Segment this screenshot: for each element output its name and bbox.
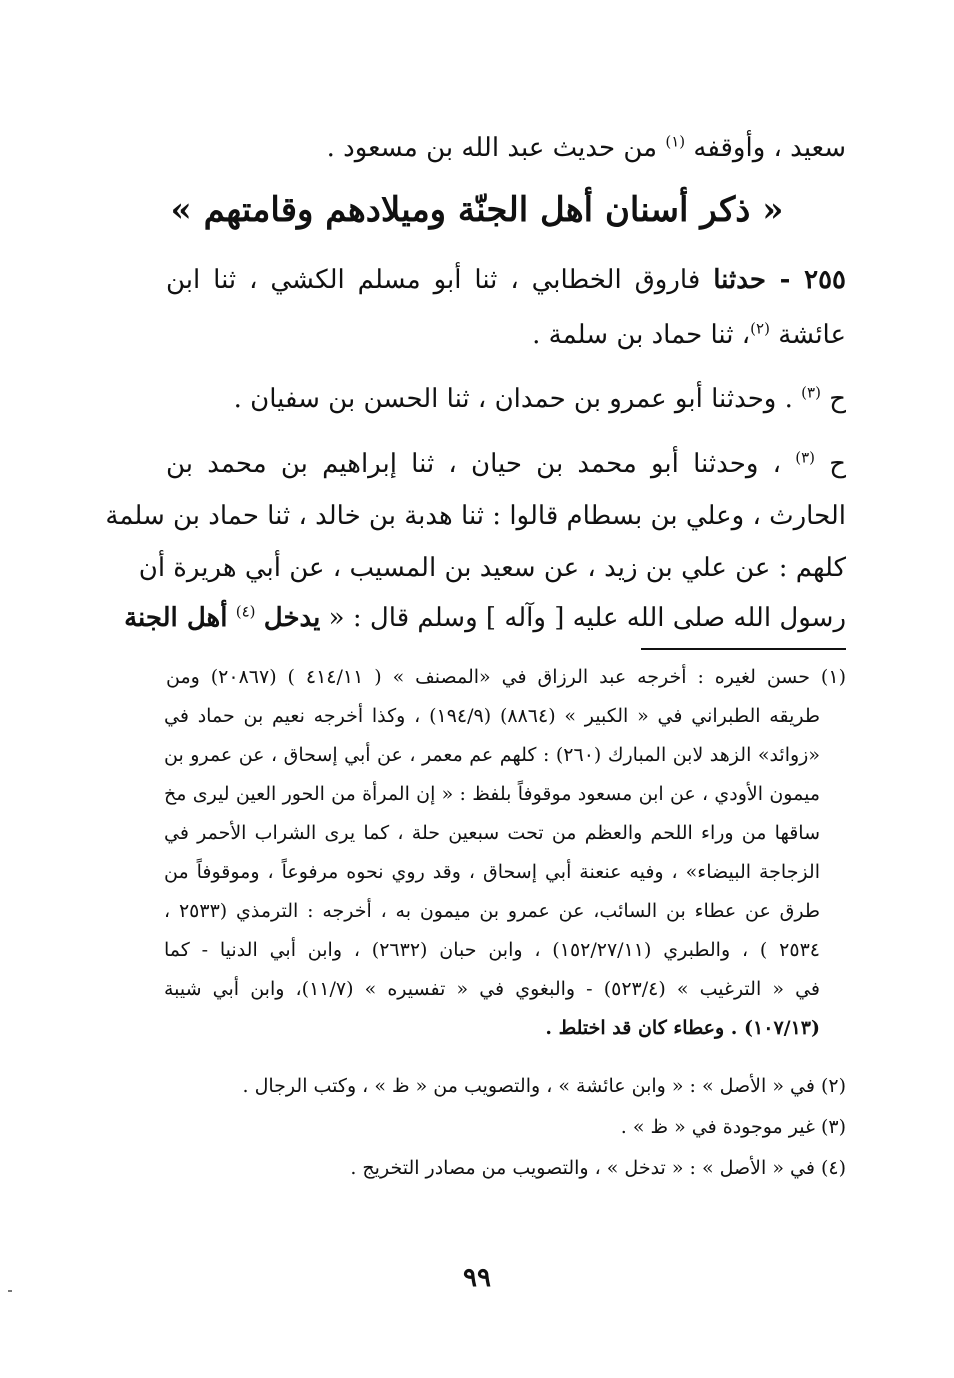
footnote-ref-3b: (٣) [795, 448, 815, 467]
footnote-1-line: «زوائد» الزهد لابن المبارك (٢٦٠) : كلهم عم معمر ، عن أبي إسحاق ، عن عمرو بن [164, 744, 820, 766]
intro-text-before: سعيد ، وأوقفه [693, 133, 846, 163]
footnote-ref-4: (٤) [235, 602, 256, 621]
chapter-heading: « ذكر أسنان أهل الجنّة وميلادهم وقامتهم » [170, 190, 784, 230]
hadith-line-2-after: ، ثنا حماد بن سلمة . [532, 320, 751, 350]
hadith-line-2-before: عائشة [778, 320, 846, 350]
hadith-line-7 [124, 598, 846, 638]
hadith-line-7-before: رسول الله صلى الله عليه [ وآله ] وسلم قال : « [320, 603, 846, 633]
hadith-line-3-before: ح [829, 384, 846, 414]
hadith-line-7-bold-2: أهل الجنة [124, 603, 228, 633]
hadith-line-5: الحارث ، وعلي بن بسطام قالوا : ثنا هدبة بن خالد ، ثنا حماد بن سلمة [105, 501, 846, 531]
footnote-1-line: طريقه الطبراني في « الكبير » (٨٨٦٤) (١٩٤/٩) ، وكذا أخرجه نعيم بن حماد في [164, 705, 821, 727]
page-number: ٩٩ [463, 1263, 491, 1293]
hadith-line-2 [166, 315, 846, 355]
footnote-4: (٤) في « الأصل » : « تدخل » ، والتصويب من مصادر التخريج . [350, 1157, 846, 1179]
hadith-line-7-bold-1: يدخل [263, 603, 321, 633]
footnote-1-line: ساقها من وراء اللحم والعظم من تحت سبعين حلة ، كما يرى الشراب الأحمر في [164, 822, 820, 844]
hadith-number: ٢٥٥ - حدثنا [713, 265, 847, 295]
footnote-1-line: في « الترغيب » (٥٢٣/٤) - والبغوي في « تفسيره » (١١/٧)، وابن أبي شيبة [164, 978, 820, 1000]
hadith-line-3 [166, 379, 846, 419]
footnote-2: (٢) في « الأصل » : « وابن عائشة » ، والتصويب من « ظ » ، وكتب الرجال . [242, 1075, 846, 1097]
intro-text-after: من حديث عبد الله بن مسعود . [326, 133, 658, 163]
hadith-line-4-before: ح [829, 449, 847, 479]
hadith-line-1 [166, 260, 846, 300]
footnote-1-line: ٢٥٣٤ ) ، والطبري (١٥٢/٢٧/١١) ، وابن حبان (٢٦٣٢) ، وابن أبي الدنيا - كما [164, 939, 820, 961]
footnote-1-line: (١٠٧/١٣) . وعطاء كان قد اختلط . [545, 1017, 820, 1039]
footnote-ref-1: (١) [665, 132, 686, 151]
hadith-line-6: كلهم : عن علي بن زيد ، عن سعيد بن المسيب ، عن أبي هريرة أن [138, 553, 846, 583]
footnote-3: (٣) غير موجودة في « ظ » . [620, 1116, 846, 1138]
hadith-line-4 [166, 444, 846, 484]
intro-line [166, 128, 846, 168]
footnote-1-line: طرق عن عطاء بن السائب، عن عمرو بن ميمون به ، أخرجه : الترمذي (٢٥٣٣ ، [164, 900, 820, 922]
footnote-separator [641, 648, 846, 650]
footnote-ref-2: (٢) [750, 319, 770, 338]
footnote-1-line: الزجاجة البيضاء» ، وفيه عنعنة أبي إسحاق ، وقد روي نحوه مرفوعاً ، وموقوفاً من [164, 861, 820, 883]
hadith-line-4-after: ، وحدثنا أبو محمد بن حيان ، ثنا إبراهيم بن محمد بن [166, 449, 781, 479]
footnote-1-line: (١) حسن لغيره : أخرجه عبد الرزاق في «المصنف » ( ٤١٤/١١ ) (٢٠٨٦٧) ومن [166, 666, 846, 688]
scan-speck [8, 1290, 12, 1292]
hadith-line-1-text: فاروق الخطابي ، ثنا أبو مسلم الكشي ، ثنا ابن [166, 265, 701, 295]
footnote-ref-3a: (٣) [801, 383, 821, 402]
hadith-line-3-after: . وحدثنا أبو عمرو بن حمدان ، ثنا الحسن بن سفيان . [233, 384, 793, 414]
footnote-1-line: ميمون الأودي ، عن ابن مسعود موقوفاً بلفظ : « إن المرأة من الحور العين ليرى مخ [164, 783, 820, 805]
